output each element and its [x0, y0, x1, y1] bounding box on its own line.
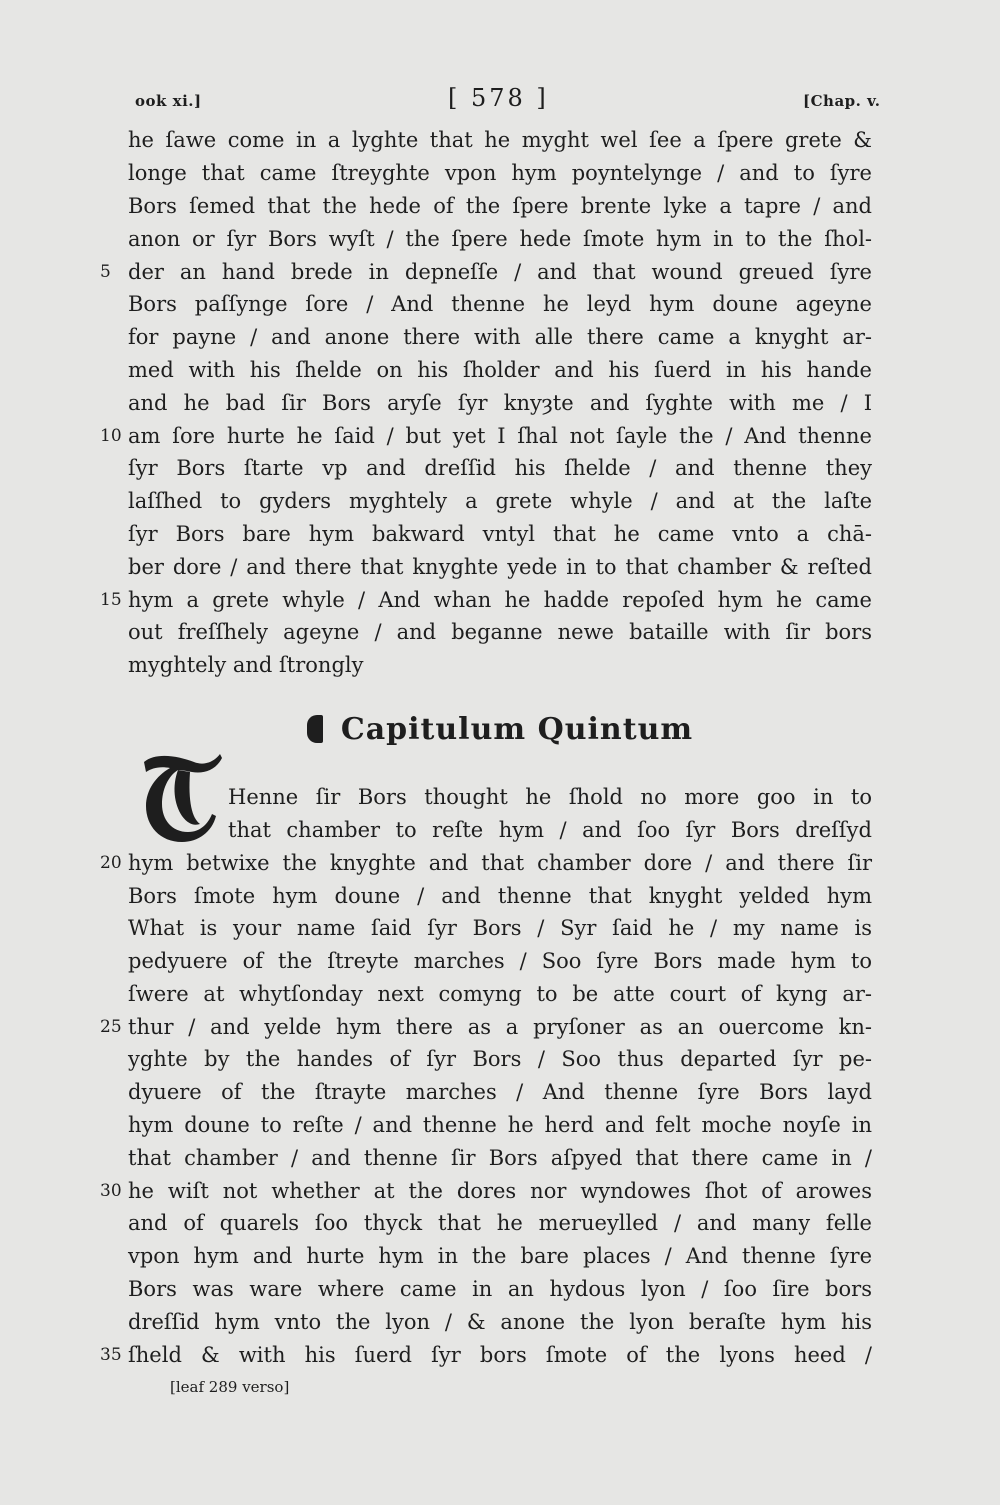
text-line: dyuere of the ſtrayte marches / And thenne ſyre Bors layd	[128, 1080, 872, 1104]
text-line: dreſſid hym vnto the lyon / & anone the lyon beraſte hym his	[128, 1310, 872, 1334]
page-number: [ 578 ]	[448, 84, 549, 112]
text-line: vpon hym and hurte hym in the bare places / And thenne ſyre	[128, 1244, 872, 1268]
text-line: for payne / and anone there with alle there came a knyght ar-	[128, 325, 872, 349]
line-number: 5	[100, 262, 111, 282]
text-line: ſyr Bors ſtarte vp and dreſſid his ſhelde / and thenne they	[128, 456, 872, 480]
chapter-heading	[0, 712, 1000, 747]
text-line: yghte by the handes of ſyr Bors / Soo thus departed ſyr pe-	[128, 1047, 872, 1071]
drop-cap	[138, 752, 224, 842]
text-line: ſyr Bors bare hym bakward vntyl that he came vnto a chā-	[128, 522, 872, 546]
chapter-label: [Chap. v.	[803, 92, 881, 110]
text-line: myghtely and ſtrongly	[128, 653, 364, 677]
text-line: Bors ſemed that the hede of the ſpere brente lyke a tapre / and	[128, 194, 872, 218]
text-line: he ſawe come in a lyghte that he myght wel ſee a ſpere grete &	[128, 128, 872, 152]
text-line: hym a grete whyle / And whan he hadde repoſed hym he came	[128, 588, 872, 612]
text-line: he wiſt not whether at the dores nor wyndowes ſhot of arowes	[128, 1179, 872, 1203]
text-line: ſwere at whytſonday next comyng to be atte court of kyng ar-	[128, 982, 872, 1006]
text-line: longe that came ſtreyghte vpon hym poyntelynge / and to ſyre	[128, 161, 872, 185]
text-line: Henne ſir Bors thought he ſhold no more goo in to	[228, 785, 872, 809]
text-line: Bors ſmote hym doune / and thenne that knyght yelded hym	[128, 884, 872, 908]
text-line: out freſſhely ageyne / and beganne newe bataille with ſir bors	[128, 620, 872, 644]
line-number: 10	[100, 426, 122, 446]
text-line: What is your name ſaid ſyr Bors / Syr ſaid he / my name is	[128, 916, 872, 940]
text-line: thur / and yelde hym there as a pryſoner as an ouercome kn-	[128, 1015, 872, 1039]
text-line: that chamber / and thenne ſir Bors aſpyed that there came in /	[128, 1146, 872, 1170]
text-line: Bors paſſynge ſore / And thenne he leyd hym doune ageyne	[128, 292, 872, 316]
text-line: laſſhed to gyders myghtely a grete whyle / and at the laſte	[128, 489, 872, 513]
chapter-heading-text: Capitulum Quintum	[340, 712, 694, 747]
leaf-note: [leaf 289 verso]	[170, 1378, 290, 1396]
text-line: med with his ſhelde on his ſholder and his ſuerd in his hande	[128, 358, 872, 382]
text-line: der an hand brede in depneſſe / and that wound greued ſyre	[128, 260, 872, 284]
text-line: anon or ſyr Bors wyſt / the ſpere hede ſmote hym in to the ſhol-	[128, 227, 872, 251]
text-line: hym betwixe the knyghte and that chamber dore / and there ſir	[128, 851, 872, 875]
line-number: 20	[100, 853, 122, 873]
line-number: 15	[100, 590, 122, 610]
text-line: ber dore / and there that knyghte yede in to that chamber & reſted	[128, 555, 872, 579]
line-number: 35	[100, 1345, 122, 1365]
text-line: Bors was ware where came in an hydous lyon / ſoo ſire bors	[128, 1277, 872, 1301]
line-number: 25	[100, 1017, 122, 1037]
text-line: pedyuere of the ſtreyte marches / Soo ſyre Bors made hym to	[128, 949, 872, 973]
running-header	[0, 84, 1000, 118]
text-line: and he bad ſir Bors aryſe ſyr knyȝte and ſyghte with me / I	[128, 391, 872, 415]
text-line: that chamber to reſte hym / and ſoo ſyr Bors dreſſyd	[228, 818, 872, 842]
text-line: hym doune to reſte / and thenne he herd and felt moche noyſe in	[128, 1113, 872, 1137]
text-line: am ſore hurte he ſaid / but yet I ſhal not ſayle the / And thenne	[128, 424, 872, 448]
text-line: and of quarels ſoo thyck that he merueylled / and many felle	[128, 1211, 872, 1235]
text-line: ſheld & with his ſuerd ſyr bors ſmote of the lyons heed /	[128, 1343, 872, 1367]
book-label: ook xi.]	[135, 92, 202, 110]
pilcrow-icon	[307, 715, 323, 743]
line-number: 30	[100, 1181, 122, 1201]
